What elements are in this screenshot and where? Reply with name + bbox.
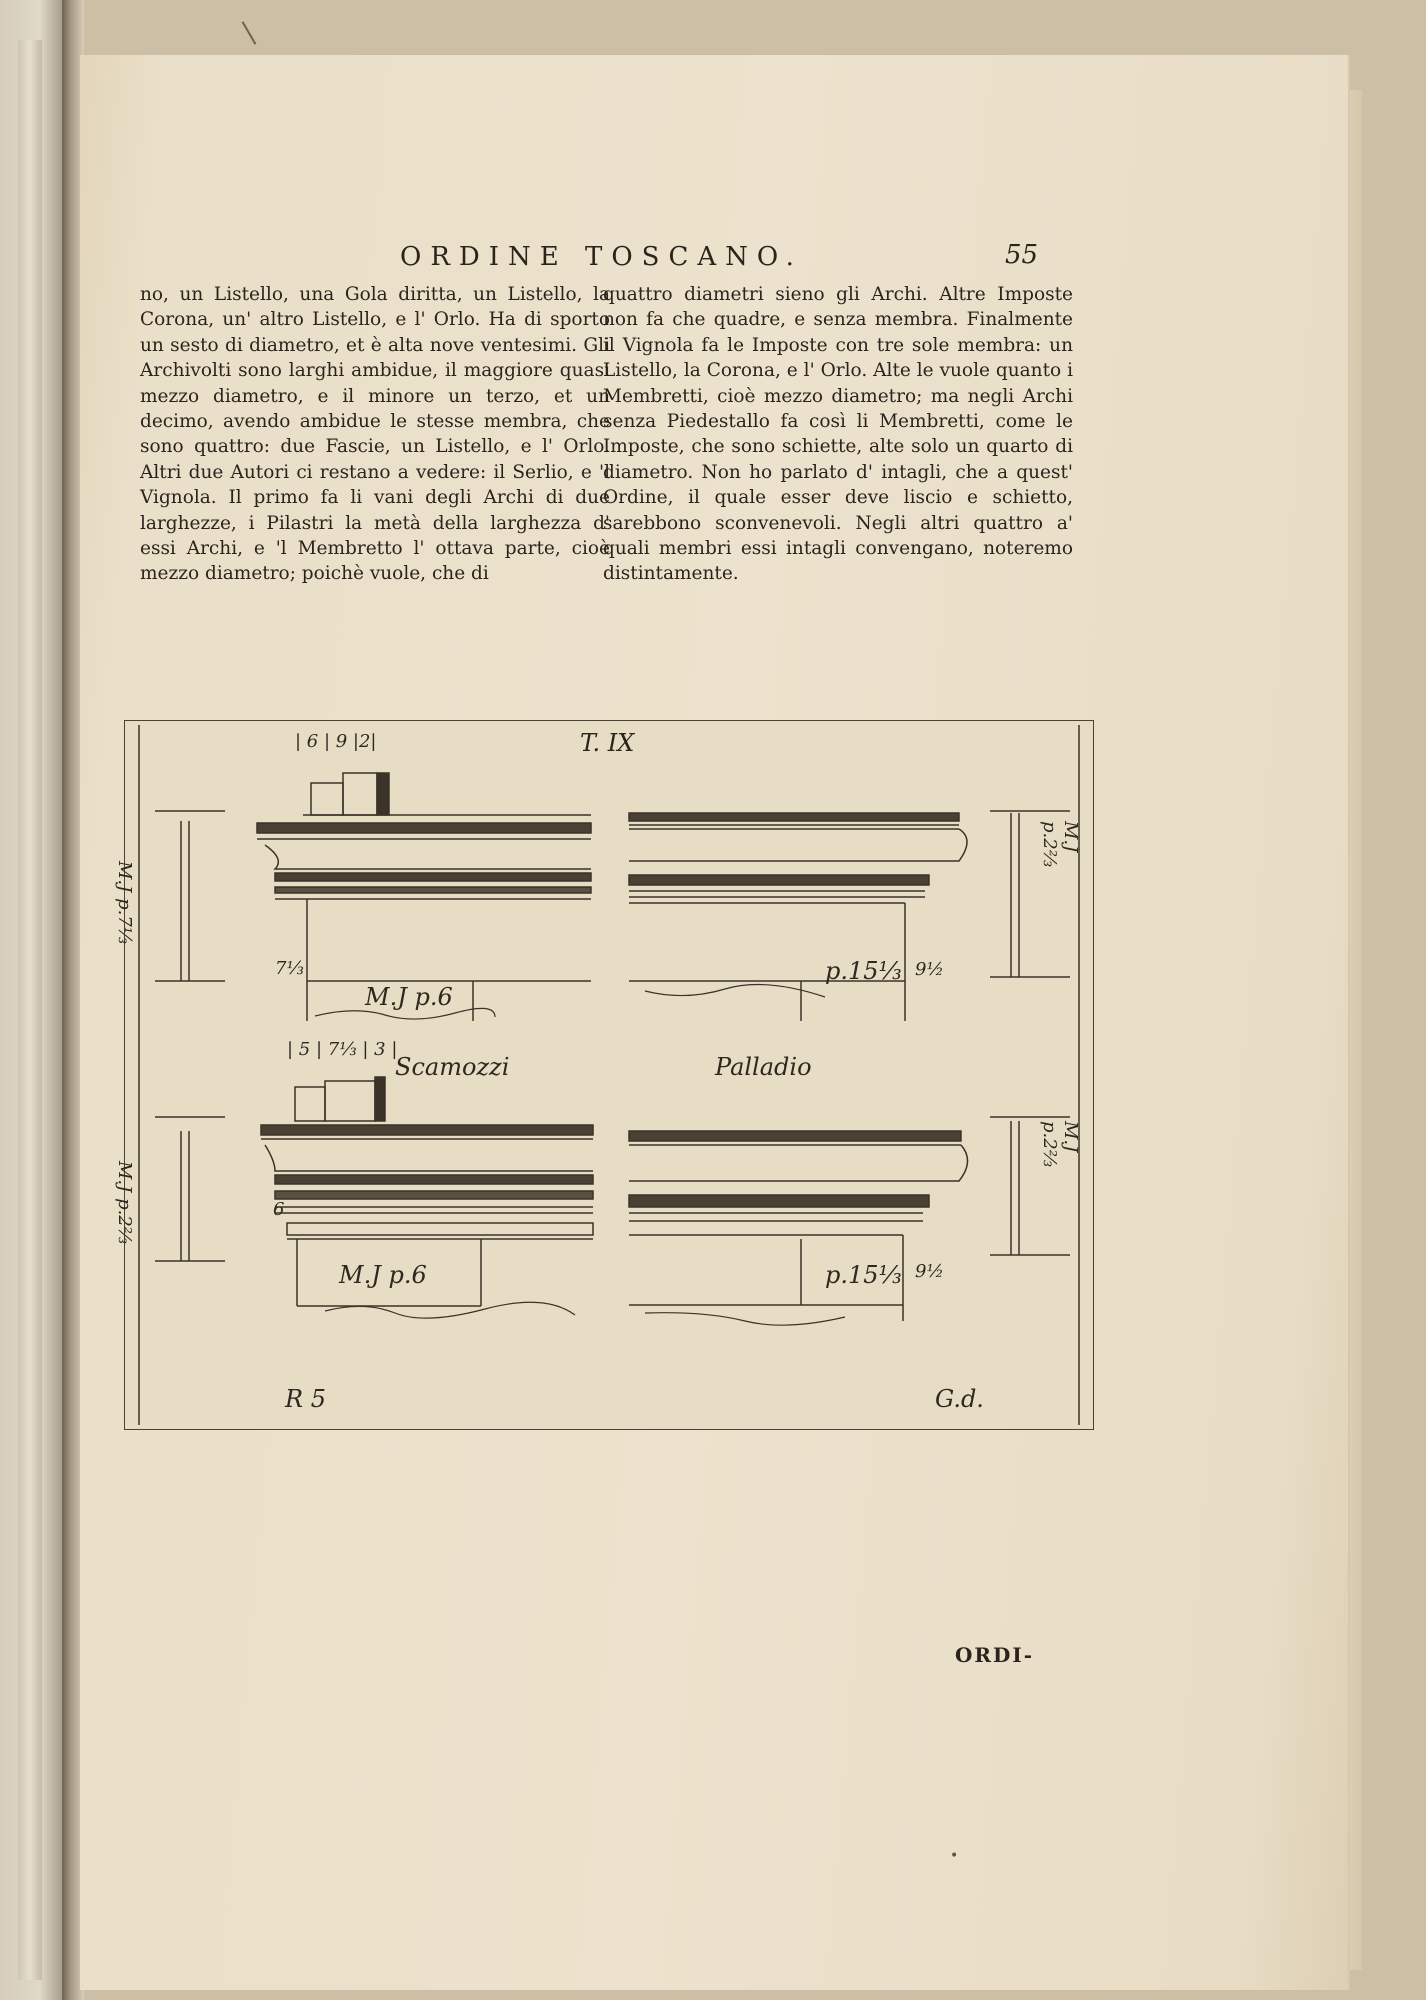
plate-drawing <box>125 721 1093 1429</box>
paragraph-left: no, un Listello, una Gola diritta, un Listello, la Corona, un' altro Listello, e l' Orlo. Ha di sporto un sesto di diametro, et è alta nove ventesimi. Gli Archivolti sono larghi ambidue, il maggiore quasi mezzo diametro, e il minore un terzo, et un decimo, avendo ambidue le stesse membra, che sono quattro: due Fascie, un Listello, e l' Orlo. Altri due Autori ci restano a vedere: il Serlio, e 'l Vignola. Il primo fa li vani degli Archi di due larghezze, i Pilastri la metà della larghezza d' essi Archi, e 'l Membretto l' ottava parte, cioè mezzo diametro; poichè vuole, che di <box>140 284 610 585</box>
paragraph-right: quattro diametri sieno gli Archi. Altre Imposte non fa che quadre, e senza membra. Finalmente il Vignola fa le Imposte con tre sole membra: un Listello, la Corona, e l' Orlo. Alte le vuole quanto i Membretti, cioè mezzo diametro; ma negli Archi senza Piedestallo fa così li Membretti, come le Imposte, che sono schiette, alte solo un quarto di diametro. Non ho parlato d' intagli, che a quest' Ordine, il quale esser deve liscio e schietto, sarebbono sconvenevoli. Negli altri quattro a' quali membri essi intagli convengano, noteremo distintamente. <box>603 284 1073 585</box>
page-number: 55 <box>1005 240 1039 270</box>
right-side-top-measure: M.J p.2⅔ <box>1039 821 1081 868</box>
label-six: 6 <box>273 1199 285 1220</box>
label-nine-half-top: 9½ <box>915 959 944 980</box>
label-box-top-right: p.15⅓ <box>825 957 902 985</box>
text-column-left <box>140 282 610 587</box>
right-side-bottom-measure: M.J p.2⅔ <box>1039 1121 1081 1168</box>
dims-top-left: | 6 | 9 |2| <box>295 731 377 752</box>
engraver-mark-right: G.d. <box>935 1385 984 1413</box>
label-box-bottom-left: M.J p.6 <box>339 1261 427 1289</box>
text-column-right <box>603 282 1073 587</box>
label-box-bottom-right: p.15⅓ <box>825 1261 902 1289</box>
label-box-top-left: M.J p.6 <box>365 983 453 1011</box>
pencil-mark <box>242 21 257 45</box>
running-head: ORDINE TOSCANO. <box>400 242 803 272</box>
plate-title: T. IX <box>580 729 635 757</box>
left-side-bottom-measure: M.J p.2⅔ <box>114 1161 135 1245</box>
label-scamozzi: Scamozzi <box>395 1053 510 1081</box>
engraver-mark-left: R 5 <box>285 1385 326 1413</box>
catchword: ORDI- <box>955 1643 1035 1667</box>
label-palladio: Palladio <box>715 1053 812 1081</box>
label-nine-half-bottom: 9½ <box>915 1261 944 1282</box>
ink-speck: • <box>950 1848 959 1864</box>
left-side-top-measure: M.J p.7⅓ <box>114 861 135 945</box>
dims-bottom-left: | 5 | 7⅓ | 3 | <box>287 1039 398 1060</box>
engraved-plate <box>114 720 1094 1430</box>
label-seven-third: 7⅓ <box>275 958 304 979</box>
facing-page-edge <box>0 0 66 2000</box>
